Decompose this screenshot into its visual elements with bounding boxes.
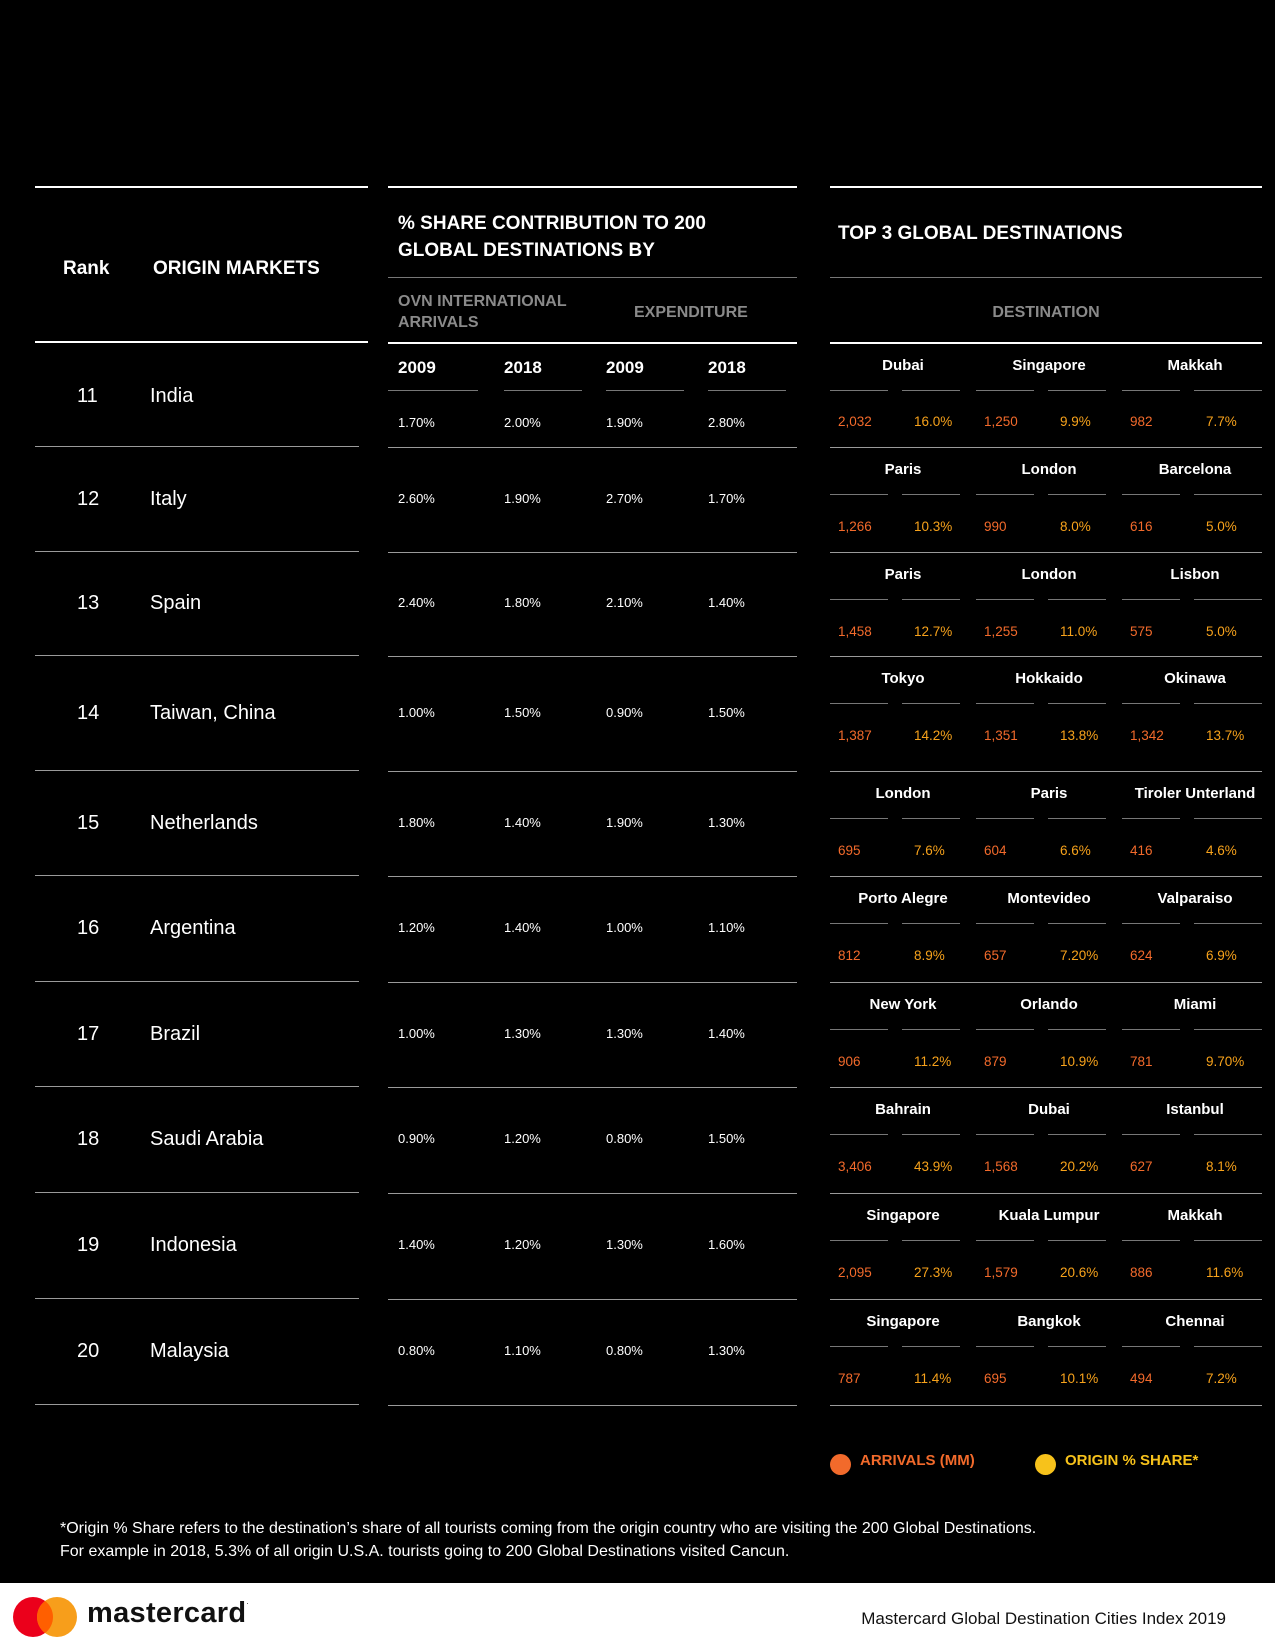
destination-city: Paris bbox=[884, 461, 922, 478]
table-row bbox=[35, 447, 359, 552]
share-value: 11.0% bbox=[1060, 624, 1098, 639]
share-value: 6.6% bbox=[1060, 843, 1091, 858]
city-underline bbox=[1048, 923, 1106, 924]
arrivals-header: OVN INTERNATIONAL ARRIVALS bbox=[398, 293, 567, 331]
country-name: India bbox=[150, 385, 194, 407]
footnote-line-2: For example in 2018, 5.3% of all origin U.S.A. tourists going to 200 Global Destinations visited Cancun. bbox=[60, 1543, 790, 1560]
city-underline bbox=[1048, 1346, 1106, 1347]
destination-city: Tokyo bbox=[881, 670, 925, 687]
city-underline bbox=[830, 494, 888, 495]
arrivals-value: 3,406 bbox=[838, 1159, 872, 1174]
share-value: 1.90% bbox=[504, 491, 541, 506]
city-underline bbox=[1194, 923, 1262, 924]
share-value: 9.9% bbox=[1060, 414, 1091, 429]
arrivals-value: 2,032 bbox=[838, 414, 872, 429]
share-value: 1.40% bbox=[504, 815, 541, 830]
destination-city: Valparaiso bbox=[1157, 890, 1233, 907]
city-underline bbox=[1048, 818, 1106, 819]
country-name: Saudi Arabia bbox=[150, 1128, 264, 1150]
city-underline bbox=[902, 494, 960, 495]
share-value: 0.90% bbox=[606, 705, 643, 720]
destination-city: Hokkaido bbox=[1015, 670, 1083, 687]
table-row bbox=[830, 344, 1262, 448]
share-contribution-table bbox=[388, 186, 797, 1406]
city-underline bbox=[1048, 494, 1106, 495]
share-value: 2.10% bbox=[606, 595, 643, 610]
table-row bbox=[388, 1194, 797, 1300]
country-name: Argentina bbox=[150, 917, 236, 939]
arrivals-value: 982 bbox=[1130, 414, 1153, 429]
origin-markets-table bbox=[35, 186, 368, 1405]
destination-city: Singapore bbox=[1012, 357, 1086, 374]
city-underline bbox=[976, 1029, 1034, 1030]
table-row bbox=[35, 1299, 359, 1405]
top3-title: TOP 3 GLOBAL DESTINATIONS bbox=[838, 223, 1123, 244]
arrivals-legend-dot bbox=[830, 1454, 851, 1475]
arrivals-value: 657 bbox=[984, 948, 1007, 963]
share-value: 8.9% bbox=[914, 948, 945, 963]
arrivals-value: 787 bbox=[838, 1371, 861, 1386]
arrivals-value: 695 bbox=[984, 1371, 1007, 1386]
origin-table-header bbox=[35, 186, 368, 343]
table-row bbox=[388, 657, 797, 772]
arrivals-value: 886 bbox=[1130, 1265, 1153, 1280]
arrivals-value: 575 bbox=[1130, 624, 1153, 639]
city-underline bbox=[1122, 1346, 1180, 1347]
share-value: 1.40% bbox=[708, 595, 745, 610]
destination-header: DESTINATION bbox=[992, 304, 1100, 321]
destination-city: Lisbon bbox=[1170, 566, 1220, 583]
city-underline bbox=[976, 390, 1034, 391]
arrivals-value: 624 bbox=[1130, 948, 1153, 963]
arrivals-value: 604 bbox=[984, 843, 1007, 858]
table-row bbox=[830, 1300, 1262, 1406]
city-underline bbox=[1194, 1029, 1262, 1030]
table-row bbox=[35, 343, 359, 447]
city-underline bbox=[830, 1240, 888, 1241]
arrivals-value: 1,250 bbox=[984, 414, 1018, 429]
rank-value: 12 bbox=[77, 488, 100, 510]
report-title: Mastercard Global Destination Cities Index 2019 bbox=[861, 1609, 1226, 1628]
mastercard-wordmark: mastercard. bbox=[87, 1597, 249, 1629]
city-underline bbox=[1194, 599, 1262, 600]
table-row bbox=[830, 983, 1262, 1088]
table-row bbox=[35, 656, 359, 771]
city-underline bbox=[902, 1240, 960, 1241]
share-value: 0.80% bbox=[398, 1343, 435, 1358]
table-row bbox=[35, 552, 359, 656]
city-underline bbox=[1048, 1240, 1106, 1241]
year-header: 2009 bbox=[398, 358, 436, 377]
share-value: 1.30% bbox=[606, 1026, 643, 1041]
share-value: 1.00% bbox=[398, 1026, 435, 1041]
year-header: 2009 bbox=[606, 358, 644, 377]
table-row bbox=[388, 448, 797, 553]
arrivals-value: 616 bbox=[1130, 519, 1153, 534]
year-underline bbox=[606, 390, 684, 391]
destination-city: Tiroler Unterland bbox=[1134, 785, 1256, 802]
share-value: 2.70% bbox=[606, 491, 643, 506]
share-value: 4.6% bbox=[1206, 843, 1237, 858]
table-row bbox=[830, 1194, 1262, 1300]
share-value: 1.10% bbox=[708, 920, 745, 935]
table-row bbox=[388, 344, 797, 448]
rank-value: 11 bbox=[77, 385, 98, 407]
city-underline bbox=[1194, 703, 1262, 704]
table-row bbox=[830, 1088, 1262, 1194]
destination-city: Makkah bbox=[1167, 357, 1223, 374]
destination-city: Kuala Lumpur bbox=[998, 1207, 1100, 1224]
city-underline bbox=[976, 494, 1034, 495]
table-row bbox=[830, 657, 1262, 772]
share-value: 1.50% bbox=[708, 1131, 745, 1146]
arrivals-value: 990 bbox=[984, 519, 1007, 534]
arrivals-value: 1,266 bbox=[838, 519, 872, 534]
city-underline bbox=[976, 1346, 1034, 1347]
table-row bbox=[35, 982, 359, 1087]
city-underline bbox=[976, 1134, 1034, 1135]
share-value: 13.7% bbox=[1206, 728, 1245, 743]
city-underline bbox=[1122, 818, 1180, 819]
footnote-line-1: *Origin % Share refers to the destination’s share of all tourists coming from the origin country who are visiting the 200 Global Destinations. bbox=[60, 1520, 1037, 1537]
city-underline bbox=[1122, 1240, 1180, 1241]
rank-header: Rank bbox=[63, 258, 110, 279]
share-value: 1.20% bbox=[398, 920, 435, 935]
year-underline bbox=[388, 390, 478, 391]
share-value: 1.90% bbox=[606, 415, 643, 430]
arrivals-value: 879 bbox=[984, 1054, 1007, 1069]
share-value: 10.9% bbox=[1060, 1054, 1099, 1069]
destination-city: Okinawa bbox=[1164, 670, 1226, 687]
arrivals-value: 1,255 bbox=[984, 624, 1018, 639]
city-underline bbox=[976, 818, 1034, 819]
city-underline bbox=[902, 1346, 960, 1347]
share-value: 8.0% bbox=[1060, 519, 1091, 534]
share-value: 1.10% bbox=[504, 1343, 541, 1358]
share-value: 1.70% bbox=[708, 491, 745, 506]
arrivals-value: 627 bbox=[1130, 1159, 1153, 1174]
share-value: 11.2% bbox=[914, 1054, 952, 1069]
share-value: 5.0% bbox=[1206, 624, 1237, 639]
table-row bbox=[388, 772, 797, 877]
share-value: 1.50% bbox=[504, 705, 541, 720]
table-row bbox=[35, 876, 359, 982]
destination-city: Orlando bbox=[1020, 996, 1078, 1013]
share-value: 1.60% bbox=[708, 1237, 745, 1252]
share-value: 10.1% bbox=[1060, 1371, 1099, 1386]
footnote bbox=[60, 1517, 1260, 1563]
city-underline bbox=[1122, 703, 1180, 704]
city-underline bbox=[902, 1134, 960, 1135]
share-value: 2.80% bbox=[708, 415, 745, 430]
expenditure-header: EXPENDITURE bbox=[634, 304, 748, 321]
footer-band bbox=[0, 1583, 1275, 1650]
share-value: 27.3% bbox=[914, 1265, 953, 1280]
share-value: 1.40% bbox=[398, 1237, 435, 1252]
arrivals-value: 1,342 bbox=[1130, 728, 1164, 743]
share-title: % SHARE CONTRIBUTION TO 200 GLOBAL DESTINATIONS BY bbox=[398, 213, 706, 261]
table-row bbox=[35, 771, 359, 876]
destination-city: Porto Alegre bbox=[858, 890, 948, 907]
city-underline bbox=[902, 818, 960, 819]
country-name: Italy bbox=[150, 488, 187, 510]
city-underline bbox=[976, 703, 1034, 704]
country-name: Brazil bbox=[150, 1023, 201, 1045]
share-value: 11.4% bbox=[914, 1371, 952, 1386]
destination-city: Dubai bbox=[882, 357, 924, 374]
share-value: 1.20% bbox=[504, 1237, 541, 1252]
arrivals-legend-label: ARRIVALS (MM) bbox=[860, 1452, 975, 1469]
share-value: 8.1% bbox=[1206, 1159, 1237, 1174]
share-value: 1.50% bbox=[708, 705, 745, 720]
city-underline bbox=[830, 1029, 888, 1030]
share-value: 20.6% bbox=[1060, 1265, 1099, 1280]
top3-header bbox=[830, 186, 1262, 278]
brand-name: mastercard bbox=[87, 1597, 247, 1629]
city-underline bbox=[1122, 923, 1180, 924]
rank-value: 17 bbox=[77, 1023, 100, 1045]
destination-subheader bbox=[830, 278, 1262, 344]
share-value: 7.2% bbox=[1206, 1371, 1237, 1386]
share-value: 7.7% bbox=[1206, 414, 1237, 429]
city-underline bbox=[976, 599, 1034, 600]
share-value: 9.70% bbox=[1206, 1054, 1245, 1069]
share-value: 1.30% bbox=[708, 815, 745, 830]
city-underline bbox=[976, 923, 1034, 924]
rank-value: 16 bbox=[77, 917, 100, 939]
city-underline bbox=[830, 390, 888, 391]
table-row bbox=[388, 1300, 797, 1406]
arrivals-value: 2,095 bbox=[838, 1265, 872, 1280]
share-value: 2.40% bbox=[398, 595, 435, 610]
year-underline bbox=[708, 390, 786, 391]
share-value: 1.80% bbox=[504, 595, 541, 610]
country-name: Malaysia bbox=[150, 1340, 229, 1362]
destination-city: London bbox=[875, 785, 931, 802]
city-underline bbox=[830, 1346, 888, 1347]
destination-city: Montevideo bbox=[1007, 890, 1091, 907]
destination-city: London bbox=[1021, 566, 1077, 583]
share-value: 7.6% bbox=[914, 843, 945, 858]
destination-city: Miami bbox=[1173, 996, 1217, 1013]
city-underline bbox=[902, 599, 960, 600]
arrivals-value: 1,568 bbox=[984, 1159, 1018, 1174]
destination-city: London bbox=[1021, 461, 1077, 478]
arrivals-value: 781 bbox=[1130, 1054, 1153, 1069]
city-underline bbox=[902, 703, 960, 704]
share-value: 1.30% bbox=[708, 1343, 745, 1358]
rank-value: 18 bbox=[77, 1128, 100, 1150]
city-underline bbox=[1048, 599, 1106, 600]
city-underline bbox=[1048, 703, 1106, 704]
city-underline bbox=[1048, 1134, 1106, 1135]
share-legend-dot bbox=[1035, 1454, 1056, 1475]
destination-city: Dubai bbox=[1028, 1101, 1070, 1118]
city-underline bbox=[830, 1134, 888, 1135]
destination-city: Bangkok bbox=[1017, 1313, 1081, 1330]
share-value: 16.0% bbox=[914, 414, 953, 429]
city-underline bbox=[1122, 390, 1180, 391]
destination-city: Singapore bbox=[866, 1207, 940, 1224]
destination-city: New York bbox=[869, 996, 937, 1013]
table-row bbox=[830, 877, 1262, 983]
destination-city: Barcelona bbox=[1158, 461, 1232, 478]
share-value: 7.20% bbox=[1060, 948, 1099, 963]
city-underline bbox=[902, 390, 960, 391]
year-underline bbox=[504, 390, 582, 391]
country-name: Spain bbox=[150, 592, 202, 614]
destination-city: Istanbul bbox=[1166, 1101, 1224, 1118]
arrivals-value: 416 bbox=[1130, 843, 1153, 858]
city-underline bbox=[1194, 1346, 1262, 1347]
city-underline bbox=[1194, 1134, 1262, 1135]
share-value: 1.20% bbox=[504, 1131, 541, 1146]
destination-city: Paris bbox=[884, 566, 922, 583]
share-subheader bbox=[388, 278, 797, 344]
share-value: 1.00% bbox=[398, 705, 435, 720]
city-underline bbox=[1194, 390, 1262, 391]
share-value: 12.7% bbox=[914, 624, 953, 639]
share-value: 2.60% bbox=[398, 491, 435, 506]
destination-city: Paris bbox=[1030, 785, 1068, 802]
rank-value: 20 bbox=[77, 1340, 100, 1362]
rank-value: 14 bbox=[77, 702, 100, 724]
city-underline bbox=[902, 1029, 960, 1030]
destination-city: Makkah bbox=[1167, 1207, 1223, 1224]
origin-markets-header: ORIGIN MARKETS bbox=[153, 258, 320, 279]
city-underline bbox=[1048, 1029, 1106, 1030]
city-underline bbox=[902, 923, 960, 924]
mastercard-logo-icon bbox=[12, 1596, 78, 1638]
country-name: Taiwan, China bbox=[150, 702, 276, 724]
city-underline bbox=[1048, 390, 1106, 391]
city-underline bbox=[830, 599, 888, 600]
arrivals-value: 494 bbox=[1130, 1371, 1153, 1386]
top-destinations-table bbox=[830, 186, 1262, 1406]
share-value: 20.2% bbox=[1060, 1159, 1099, 1174]
country-name: Indonesia bbox=[150, 1234, 237, 1256]
share-value: 13.8% bbox=[1060, 728, 1099, 743]
arrivals-value: 906 bbox=[838, 1054, 861, 1069]
share-value: 1.70% bbox=[398, 415, 435, 430]
share-value: 10.3% bbox=[914, 519, 953, 534]
table-row bbox=[388, 983, 797, 1088]
share-value: 14.2% bbox=[914, 728, 953, 743]
share-value: 1.90% bbox=[606, 815, 643, 830]
city-underline bbox=[830, 703, 888, 704]
table-row bbox=[35, 1193, 359, 1299]
share-value: 0.80% bbox=[606, 1131, 643, 1146]
arrivals-value: 812 bbox=[838, 948, 861, 963]
share-value: 0.80% bbox=[606, 1343, 643, 1358]
share-value: 1.40% bbox=[504, 920, 541, 935]
share-value: 1.80% bbox=[398, 815, 435, 830]
arrivals-value: 1,458 bbox=[838, 624, 872, 639]
share-value: 1.30% bbox=[504, 1026, 541, 1041]
share-value: 1.30% bbox=[606, 1237, 643, 1252]
destination-city: Chennai bbox=[1165, 1313, 1225, 1330]
arrivals-value: 695 bbox=[838, 843, 861, 858]
city-underline bbox=[1194, 1240, 1262, 1241]
rank-value: 13 bbox=[77, 592, 100, 614]
city-underline bbox=[1194, 494, 1262, 495]
share-value: 0.90% bbox=[398, 1131, 435, 1146]
year-header: 2018 bbox=[504, 358, 542, 377]
country-name: Netherlands bbox=[150, 812, 258, 834]
destination-city: Singapore bbox=[866, 1313, 940, 1330]
city-underline bbox=[1122, 1134, 1180, 1135]
share-value: 6.9% bbox=[1206, 948, 1237, 963]
rank-value: 19 bbox=[77, 1234, 100, 1256]
share-value: 11.6% bbox=[1206, 1265, 1244, 1280]
arrivals-value: 1,387 bbox=[838, 728, 872, 743]
table-row bbox=[388, 1088, 797, 1194]
table-row bbox=[388, 553, 797, 657]
share-value: 1.00% bbox=[606, 920, 643, 935]
city-underline bbox=[830, 923, 888, 924]
arrivals-value: 1,579 bbox=[984, 1265, 1018, 1280]
city-underline bbox=[1194, 818, 1262, 819]
rank-value: 15 bbox=[77, 812, 100, 834]
share-value: 2.00% bbox=[504, 415, 541, 430]
destination-city: Bahrain bbox=[875, 1101, 931, 1118]
city-underline bbox=[1122, 1029, 1180, 1030]
city-underline bbox=[1122, 599, 1180, 600]
city-underline bbox=[1122, 494, 1180, 495]
table-row bbox=[388, 877, 797, 983]
table-row bbox=[830, 448, 1262, 553]
share-value: 1.40% bbox=[708, 1026, 745, 1041]
city-underline bbox=[976, 1240, 1034, 1241]
city-underline bbox=[830, 818, 888, 819]
table-row bbox=[830, 553, 1262, 657]
share-value: 5.0% bbox=[1206, 519, 1237, 534]
table-row bbox=[830, 772, 1262, 877]
share-legend-label: ORIGIN % SHARE* bbox=[1065, 1452, 1199, 1469]
table-row bbox=[35, 1087, 359, 1193]
share-value: 43.9% bbox=[914, 1159, 953, 1174]
share-table-header bbox=[388, 186, 797, 278]
year-header: 2018 bbox=[708, 358, 746, 377]
arrivals-value: 1,351 bbox=[984, 728, 1018, 743]
